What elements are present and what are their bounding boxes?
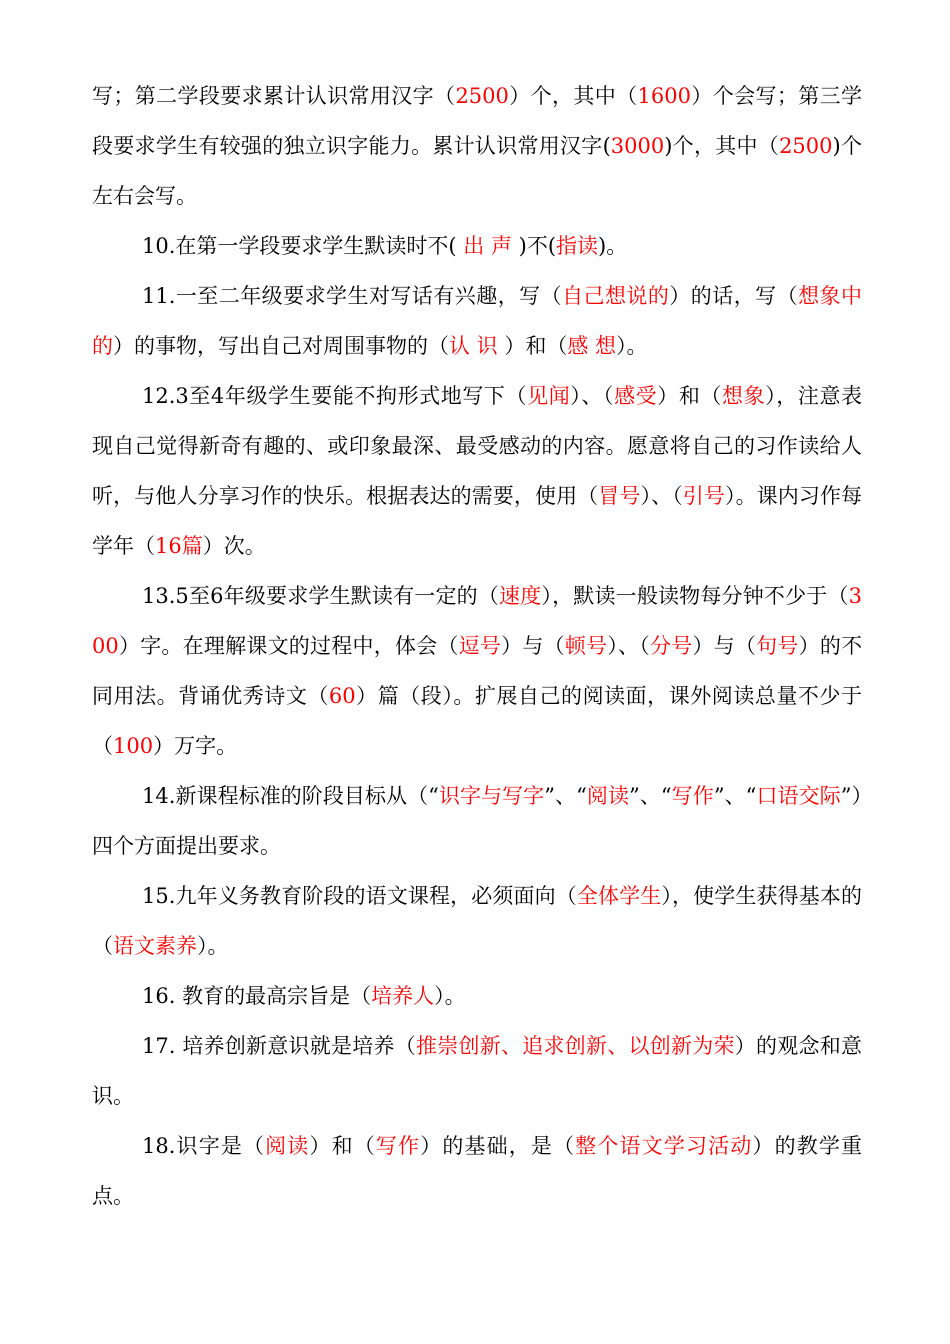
- answer-text: 指读: [556, 234, 599, 258]
- answer-text: 2500: [455, 84, 509, 108]
- answer-text: 2500: [779, 134, 833, 158]
- question-paragraph: [92, 1121, 862, 1221]
- question-paragraph: [92, 1021, 862, 1121]
- answer-text: 速度: [499, 584, 542, 608]
- question-text: 13.5至6年级要求学生默读有一定的（: [142, 584, 500, 608]
- question-text: ）的事物，写出自己对周围事物的（: [113, 334, 449, 358]
- answer-text: 逗号: [458, 634, 502, 658]
- question-text: 写；第二学段要求累计认识常用汉字（: [92, 84, 456, 108]
- question-text: ）的话，写（: [669, 284, 799, 308]
- question-text: ）。课内习作每学年（: [92, 484, 863, 558]
- question-text: ）和（: [497, 334, 568, 358]
- question-text: )不(: [511, 234, 557, 258]
- answer-text: 60: [328, 684, 356, 708]
- answer-text: 出 声: [463, 234, 512, 258]
- question-text: 11.一至二年级要求学生对写话有兴趣，写（: [142, 284, 563, 308]
- question-text: ）、（: [640, 484, 683, 508]
- answer-text: 3000: [610, 134, 665, 158]
- question-text: ）篇（段）。扩展自己的阅读面，课外阅读总量不少于（: [92, 684, 863, 758]
- question-text: ）、（: [607, 634, 650, 658]
- question-text: ”、“: [629, 784, 672, 808]
- question-text: ”）四个方面提出要求。: [92, 784, 862, 858]
- answer-text: 写作: [671, 784, 714, 808]
- answer-text: 阅读: [586, 784, 630, 808]
- question-text: 14.新课程标准的阶段目标从（“: [142, 784, 439, 808]
- question-text: 16. 教育的最高宗旨是（: [142, 984, 372, 1008]
- question-text: 17. 培养创新意识就是培养（: [142, 1034, 417, 1058]
- question-text: ）与（: [501, 634, 565, 658]
- question-text: ）个会写；第三学段要求学生有较强的独立识字能力。累计认识常用汉字(: [92, 84, 863, 158]
- question-text: ）的观念和意识。: [92, 1034, 863, 1108]
- question-paragraph: [92, 771, 862, 871]
- question-paragraph: [92, 271, 862, 371]
- answer-text: 顿号: [564, 634, 608, 658]
- question-text: ）和（: [309, 1134, 376, 1158]
- question-text: ）字。在理解课文的过程中，体会（: [118, 634, 459, 658]
- question-text: 12.3至4年级学生要能不拘形式地写下（: [142, 384, 528, 408]
- answer-text: 引号: [682, 484, 725, 508]
- question-text: ）个，其中（: [508, 84, 638, 108]
- answer-text: 1600: [637, 84, 691, 108]
- question-text: ）的不同用法。背诵优秀诗文（: [92, 634, 863, 708]
- question-text: ）。: [197, 934, 229, 958]
- question-text: ），注意表现自己觉得新奇有趣的、或印象最深、最受感动的内容。愿意将自己的习作读给人听，与他人分享习作的快乐。根据表达的需要，使用（: [92, 384, 863, 508]
- answer-text: 想象中的: [92, 284, 863, 358]
- question-text: ）次。: [202, 534, 266, 558]
- question-text: ）。: [616, 334, 648, 358]
- answer-text: 阅读: [265, 1134, 310, 1158]
- answer-text: 自己想说的: [562, 284, 670, 308]
- answer-text: 语文素养: [113, 934, 197, 958]
- question-text: ”、“: [713, 784, 757, 808]
- answer-text: 写作: [375, 1134, 421, 1158]
- question-text: 15.九年义务教育阶段的语文课程，必须面向（: [142, 884, 577, 908]
- answer-text: 16篇: [155, 534, 203, 558]
- answer-text: 推崇创新、追求创新、以创新为荣: [416, 1034, 735, 1058]
- question-paragraph: [92, 371, 862, 571]
- answer-text: 口语交际: [756, 784, 841, 808]
- question-text: ）和（: [657, 384, 723, 408]
- question-text: ）的教学重点。: [92, 1134, 863, 1208]
- question-text: ）的基础，是（: [420, 1134, 576, 1158]
- question-text: ）。: [434, 984, 466, 1008]
- question-text: ）、（: [570, 384, 615, 408]
- answer-text: 感 想: [567, 334, 617, 358]
- question-paragraph: [92, 571, 862, 771]
- question-text: ）与（: [692, 634, 757, 658]
- question-text: 10.在第一学段要求学生默读时不(: [142, 234, 464, 258]
- question-text: )。: [598, 234, 628, 258]
- question-paragraph: [92, 221, 862, 271]
- answer-text: 见闻: [527, 384, 571, 408]
- question-paragraph: [92, 71, 862, 221]
- answer-text: 识字与写字: [438, 784, 545, 808]
- answer-text: 整个语文学习活动: [575, 1134, 753, 1158]
- question-text: ）万字。: [153, 734, 238, 758]
- answer-text: 全体学生: [576, 884, 662, 908]
- answer-text: 100: [113, 734, 154, 758]
- answer-text: 认 识: [449, 334, 498, 358]
- question-paragraph: [92, 871, 862, 971]
- answer-text: 感受: [614, 384, 658, 408]
- question-paragraph: [92, 971, 862, 1021]
- question-text: ”、“: [544, 784, 587, 808]
- answer-text: 冒号: [598, 484, 641, 508]
- question-text: )个，其中（: [664, 134, 780, 158]
- question-text: 18.识字是（: [142, 1134, 266, 1158]
- question-text: )个左右会写。: [92, 134, 862, 208]
- answer-text: 想象: [722, 384, 766, 408]
- answer-text: 句号: [756, 634, 799, 658]
- answer-text: 培养人: [371, 984, 435, 1008]
- question-text: ），使学生获得基本的（: [92, 884, 863, 958]
- question-text: ），默读一般读物每分钟不少于（: [541, 584, 849, 608]
- answer-text: 300: [92, 584, 863, 658]
- answer-text: 分号: [649, 634, 693, 658]
